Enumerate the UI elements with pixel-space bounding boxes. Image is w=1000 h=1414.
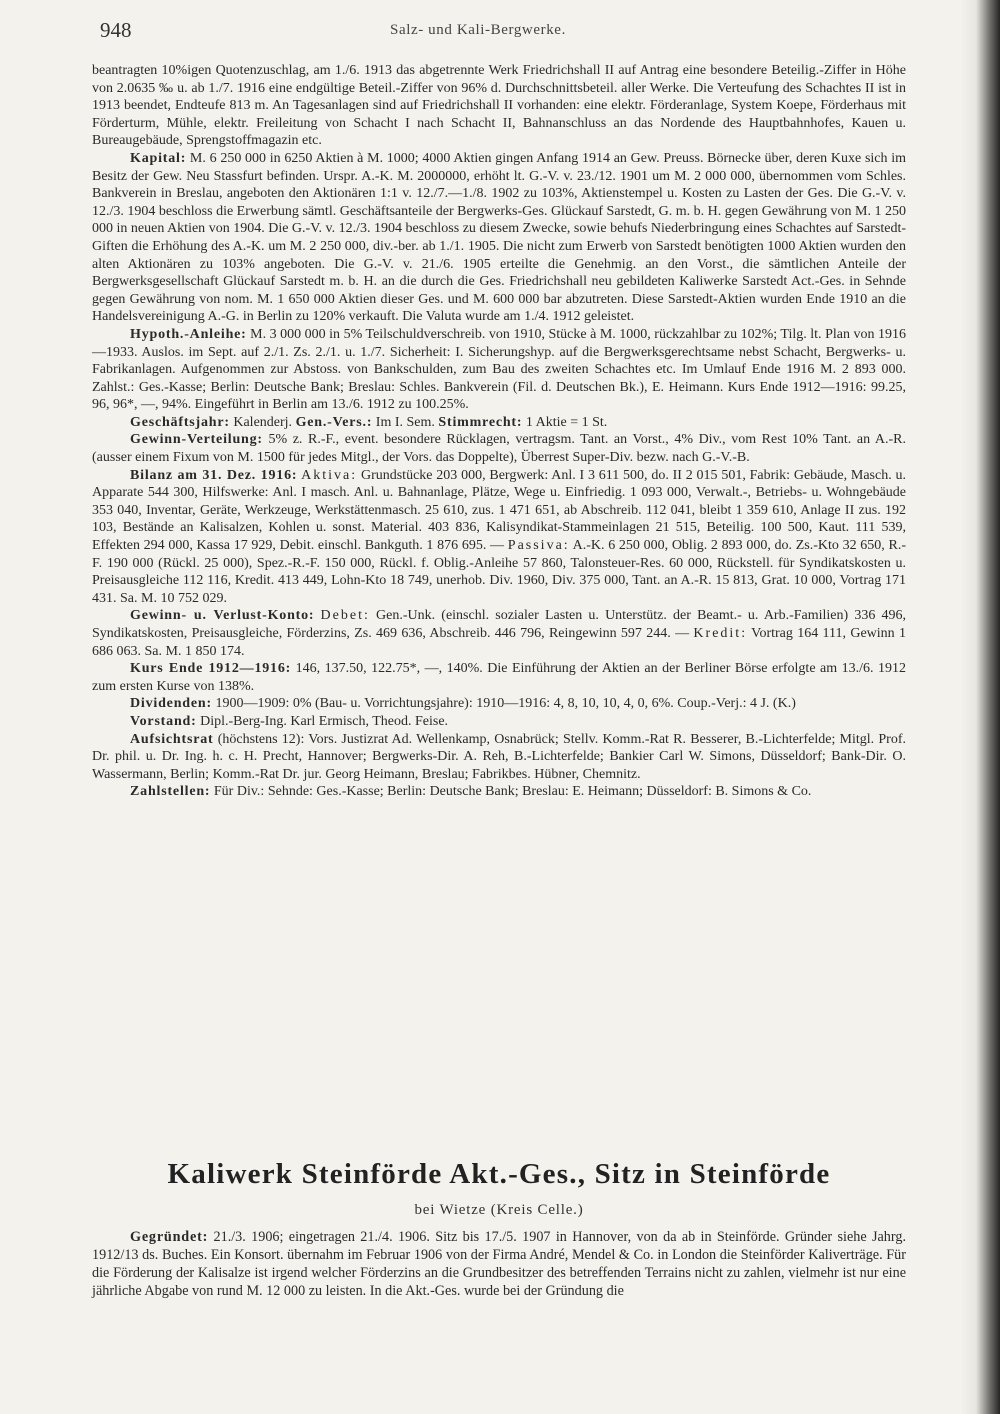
new-company-body xyxy=(92,1228,906,1300)
kurs-label: Kurs Ende 1912—1916: xyxy=(130,661,292,677)
debet-label: Debet: xyxy=(320,608,370,624)
running-head: Salz- und Kali-Bergwerke. xyxy=(390,22,566,38)
geschaeftsjahr-paragraph xyxy=(92,414,906,432)
debet-text: Gen.-Unk. (einschl. sozialer Lasten u. Unterstütz. der Beamt.- u. Arb.-Familien) 336 496, Syndikatskosten, Preisausgleiche, Förderzins, Zs. 469 636, Abschreib. 446 796, Reingewinn 597 244. — xyxy=(92,608,906,641)
aufsichtsrat-text: (höchstens 12): Vors. Justizrat Ad. Wellenkamp, Osnabrück; Stellv. Komm.-Rat R. Besserer, B.-Lichterfelde; Mitgl. Prof. Dr. phil. u. Dr. Ing. h. c. H. Precht, Hannover; Bergwerks-Dir. A. Reh, B.-Lichterfelde; Bankier Carl W. Simons, Düsseldorf; Bank-Dir. O. Wassermann, Berlin; Komm.-Rat Dr. jur. Georg Heimann, Breslau; Fabrikbes. Hübner, Chemnitz. xyxy=(92,731,906,782)
dividenden-label: Dividenden: xyxy=(130,696,212,712)
hypoth-paragraph xyxy=(92,326,906,414)
kredit-text: Vortrag 164 111, Gewinn 1 686 063. Sa. M. 1 850 174. xyxy=(92,626,906,659)
aufsichtsrat-label: Aufsichtsrat xyxy=(130,731,214,747)
gegruendet-paragraph xyxy=(92,1228,906,1300)
kapital-paragraph xyxy=(92,150,906,326)
zahlstellen-paragraph xyxy=(92,783,906,801)
vorstand-label: Vorstand: xyxy=(130,713,197,729)
page-edge-shadow xyxy=(960,0,1000,1414)
page-number: 948 xyxy=(100,18,132,42)
stimmrecht-label: Stimmrecht: xyxy=(438,414,523,430)
kapital-label: Kapital: xyxy=(130,150,187,166)
gegruendet-label: Gegründet: xyxy=(130,1229,209,1245)
gewinn-verteilung-label: Gewinn-Verteilung: xyxy=(130,432,263,448)
company-title: Kaliwerk Steinförde Akt.-Ges., Sitz in Steinförde xyxy=(167,1158,831,1190)
hypoth-text: M. 3 000 000 in 5% Teilschuldverschreib. von 1910, Stücke à M. 1000, rückzahlbar zu 102%; Tilg. lt. Plan von 1916—1933. Auslos. im Sept. auf 2./1. Zs. 2./1. u. 1./7. Sicherheit: I. Sicherungshyp. auf die Bergwerksgerechtsame nebst Schacht, Bergwerks- u. Fabrikanlagen. Aufgenommen zur Abstoss. von Bankschulden, zum Bau des zweiten Schachtes etc. Im Umlauf Ende 1916 M. 2 893 000. Zahlst.: Ges.-Kasse; Berlin: Deutsche Bank; Breslau: Schles. Bankverein (Fil. d. Deutschen Bk.), E. Heimann. Kurs Ende 1912—1916: 99.25, 96, 96*, —, 94%. Eingeführt in Berlin am 13./6. 1912 zu 100.25%. xyxy=(92,326,906,413)
kapital-text: M. 6 250 000 in 6250 Aktien à M. 1000; 4000 Aktien gingen Anfang 1914 an Gew. Preuss. Börnecke über, deren Kuxe sich im Besitz der Gew. Neu Stassfurt befinden. Urspr. A.-K. M. 2000000, erhöht lt. G.-V. v. 23./12. 1901 um M. 2 000 000, übernommen vom Schles. Bankverein in Breslau, angeboten den Aktionären 1:1 v. 12./7.—1./8. 1902 zu 103%, Aktienstempel u. Kosten zu Lasten der Ges. Die G.-V. v. 12./3. 1904 beschloss die Erwerbung sämtl. Geschäftsanteile der Bergwerks-Ges. Glückauf Sarstedt, G. m. b. H. gegen Gewährung von M. 1 250 000 in neuen Aktien von 1904. Die G.-V. v. 12./3. 1904 beschloss zu diesem Zwecke, sowie behufs Niederbringung eines Schachtes auf Sarstedt-Giften die Erhöhung des A.-K. um M. 2 250 000, div.-ber. ab 1./1. 1905. Die nicht zum Erwerb von Sarstedt benötigten 1000 Aktien wurden den alten Aktionären zu 103% angeboten. Die G.-V. v. 21./6. 1905 erteilte die Genehmig. an den Vorst., die sämtlichen Anteile der Bergwerksgesellschaft Glückauf Sarstedt m. b. H. an die durch die Ges. Friedrichshall neu gebildeten Kaliwerke Sarstedt Act.-Ges. in Sehnde gegen Gewährung von nom. M. 1 650 000 Aktien dieser Ges. und M. 600 000 bar abzutreten. Diese Sarstedt-Aktien wurden Ende 1910 an die Handelsvereinigung A.-G. in Berlin zu 120% verkauft. Die Valuta wurde am 1./4. 1912 geleistet. xyxy=(92,150,907,325)
page-header xyxy=(100,18,940,48)
kurs-paragraph xyxy=(92,660,906,695)
kredit-label: Kredit: xyxy=(693,626,748,641)
aktiva-label: Aktiva: xyxy=(301,467,358,483)
aktiva-text: Grundstücke 203 000, Bergwerk: Anl. I 3 611 500, do. II 2 015 501, Fabrik: Gebäude, Masch. u. Apparate 544 300, Hilfswerke: Anl. I masch. Anl. u. Bahnanlage, Plätze, Wege u. Einfriedig. 1 093 000, Verwalt.-, Betriebs- u. Wohngebäude 353 040, Inventar, Geräte, Werkzeuge, Werkstättenmasch. 25 610, zus. 1 471 651, ab Abschreib. 112 041, bleibt 1 359 610, Anlage II zus. 192 103, Bestände an Kalisalzen, Kohlen u. sonst. Material. 403 836, Kalisyndikat-Stammeinlagen 21 515, Beteilig. 100 500, Kaut. 111 539, Effekten 294 000, Kassa 17 929, Debit. einschl. Bankguth. 1 876 695. — xyxy=(92,467,907,554)
geschaeftsjahr-label: Geschäftsjahr: xyxy=(130,414,230,430)
gegruendet-text: 21./3. 1906; eingetragen 21./4. 1906. Sitz bis 17./5. 1907 in Hannover, von da ab in Steinförde. Gründer siehe Jahrg. 1912/13 ds. Buches. Ein Konsort. übernahm im Februar 1906 von der Firma André, Mendel & Co. in London die Steinförder Kaliverträge. Für die Förderung der Kalisalze ist irgend welcher Förderzins an die Grundbesitzer des betreffenden Terrains nicht zu zahlen, vielmehr ist nur eine jährliche Abgabe von rund M. 12 000 zu leisten. In die Akt.-Ges. wurde bei der Gründung die xyxy=(92,1229,906,1299)
hypoth-label: Hypoth.-Anleihe: xyxy=(130,326,247,342)
stimmrecht-text: 1 Aktie = 1 St. xyxy=(525,414,608,430)
gewinn-verlust-label: Gewinn- u. Verlust-Konto: xyxy=(130,608,315,624)
vorstand-paragraph xyxy=(92,713,906,731)
zahlstellen-text: Für Div.: Sehnde: Ges.-Kasse; Berlin: Deutsche Bank; Breslau: E. Heimann; Düsseldorf: B. Simons & Co. xyxy=(213,784,812,800)
company-entry-body xyxy=(92,62,906,801)
passiva-text: A.-K. 6 250 000, Oblig. 2 893 000, do. Zs.-Kto 32 650, R.-F. 190 000 (Rückl. 25 000), Spez.-R.-F. 150 000, Rückl. f. Oblig.-Anleihe 57 860, Talonsteuer-Res. 60 000, Rückstell. für Syndikatskosten u. Preisausgleiche 112 116, Kredit. 413 449, Lohn-Kto 18 749, unerhob. Div. 1960, Div. 375 000, Tant. an A.-R. 15 813, Grat. 10 000, Vortrag 171 431. Sa. M. 10 752 029. xyxy=(92,538,907,606)
company-subtitle: bei Wietze (Kreis Celle.) xyxy=(414,1202,584,1218)
bilanz-label: Bilanz am 31. Dez. 1916: xyxy=(130,467,298,483)
bilanz-paragraph xyxy=(92,467,906,608)
geschaeftsjahr-text: Kalenderj. xyxy=(233,414,293,430)
gewinn-verteilung-paragraph xyxy=(92,431,906,466)
gewinn-verlust-paragraph xyxy=(92,607,906,660)
zahlstellen-label: Zahlstellen: xyxy=(130,784,211,800)
dividenden-text: 1900—1909: 0% (Bau- u. Vorrichtungsjahre): 1910—1916: 4, 8, 10, 10, 4, 0, 6%. Coup.-Verj.: 4 J. (K.) xyxy=(215,696,796,712)
dividenden-paragraph xyxy=(92,695,906,713)
gen-vers-label: Gen.-Vers.: xyxy=(295,414,373,430)
gen-vers-text: Im I. Sem. xyxy=(375,414,435,430)
intro-paragraph: beantragten 10%igen Quotenzuschlag, am 1./6. 1913 das abgetrennte Werk Friedrichshall II auf Antrag eine besondere Beteilig.-Ziffer in Höhe von 2.0635 ‰ u. ab 1./7. 1916 eine endgültige Beteil.-Ziffer von 96% d. Durchschnittsbeteil. aller Werke. Die Verteufung des Schachtes II ist in 1913 beendet, Endteufe 813 m. An Tagesanlagen sind auf Friedrichshall II vorhanden: eine elektr. Förderanlage, System Koepe, Förderhaus mit Förderturm, Mühle, elektr. Freileitung von Schacht I nach Schacht II, Bahnanschluss an das Nordende des Hauptbahnhofes, Kauen u. Bureaugebäude, Sprengstoffmagazin etc. xyxy=(92,63,906,149)
kurs-text: 146, 137.50, 122.75*, —, 140%. Die Einführung der Aktien an der Berliner Börse erfolgte am 13./6. 1912 zum ersten Kurse von 138%. xyxy=(92,661,907,694)
aufsichtsrat-paragraph xyxy=(92,731,906,784)
vorstand-text: Dipl.-Berg-Ing. Karl Ermisch, Theod. Feise. xyxy=(200,713,449,729)
gewinn-verteilung-text: 5% z. R.-F., event. besondere Rücklagen, vertragsm. Tant. an Vorst., 4% Div., vom Rest 10% Tant. an A.-R. (ausser einem Fixum von M. 1500 für jedes Mitgl., der Vors. das Doppelte), Überrest Super-Div. bezw. nach G.-V.-B. xyxy=(92,432,907,466)
passiva-label: Passiva: xyxy=(507,538,570,554)
